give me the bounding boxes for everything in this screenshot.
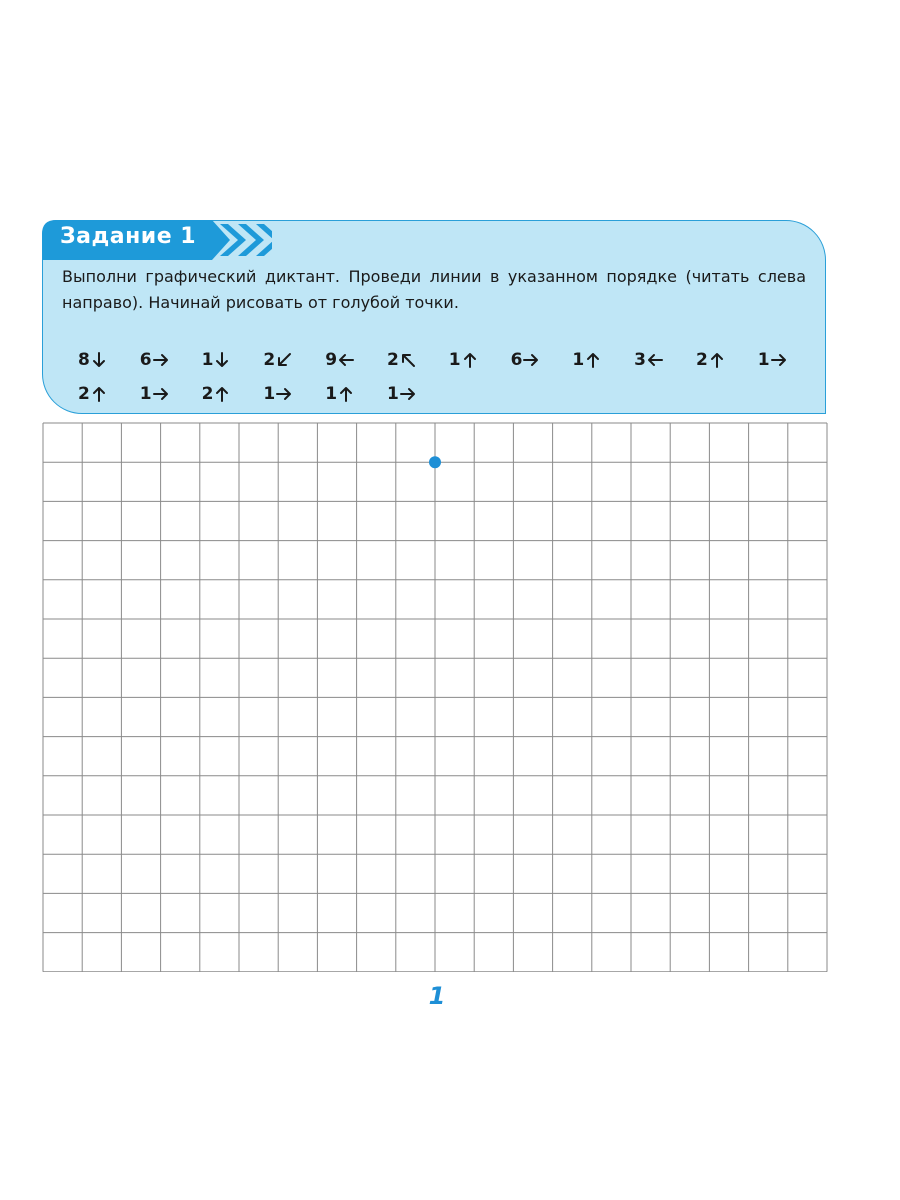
dictation-step <box>449 346 511 374</box>
step-count: 1 <box>201 350 214 370</box>
dictation-step <box>634 346 696 374</box>
dictation-step <box>202 380 264 408</box>
dictation-step <box>78 380 140 408</box>
dictation-step <box>263 380 325 408</box>
step-count: 1 <box>263 384 276 404</box>
step-count: 3 <box>634 350 647 370</box>
dictation-step <box>263 346 325 374</box>
start-dot <box>429 456 441 468</box>
arrow-left-icon <box>338 352 354 368</box>
dictation-step <box>140 380 202 408</box>
arrow-up-icon <box>338 386 354 402</box>
arrow-up-left-icon <box>400 352 416 368</box>
step-count: 1 <box>386 384 399 404</box>
step-count: 2 <box>78 384 90 404</box>
arrow-right-icon <box>400 386 416 402</box>
step-count: 6 <box>139 350 152 370</box>
step-count: 1 <box>139 384 152 404</box>
step-count: 2 <box>201 384 214 404</box>
dictation-step <box>78 346 140 374</box>
task-title: Задание 1 <box>60 224 197 249</box>
dictation-step <box>325 380 387 408</box>
dictation-steps <box>78 346 818 408</box>
drawing-grid <box>42 422 828 976</box>
page-number: 1 <box>428 982 446 1010</box>
arrow-left-icon <box>647 352 663 368</box>
arrow-down-icon <box>91 352 107 368</box>
dictation-step <box>140 346 202 374</box>
arrow-right-icon <box>523 352 539 368</box>
arrow-up-icon <box>462 352 478 368</box>
arrow-right-icon <box>276 386 292 402</box>
arrow-down-icon <box>214 352 230 368</box>
arrow-right-icon <box>153 352 169 368</box>
task-header <box>42 220 270 260</box>
arrow-right-icon <box>771 352 787 368</box>
dictation-step <box>511 346 573 374</box>
step-count: 6 <box>510 350 523 370</box>
grid-canvas <box>42 422 828 972</box>
step-count: 1 <box>448 350 461 370</box>
step-count: 2 <box>695 350 708 370</box>
dictation-step <box>387 346 449 374</box>
dictation-step <box>572 346 634 374</box>
step-count: 2 <box>386 350 399 370</box>
arrow-up-icon <box>91 386 107 402</box>
step-count: 1 <box>572 350 585 370</box>
arrow-right-icon <box>153 386 169 402</box>
step-count: 1 <box>757 350 770 370</box>
step-count: 2 <box>263 350 276 370</box>
dictation-step <box>387 380 449 408</box>
arrow-up-icon <box>585 352 601 368</box>
arrow-down-left-icon <box>276 352 292 368</box>
dictation-step <box>696 346 758 374</box>
dictation-step <box>758 346 820 374</box>
step-count: 1 <box>325 384 338 404</box>
step-count: 9 <box>325 350 338 370</box>
step-count: 8 <box>78 350 90 370</box>
dictation-step <box>202 346 264 374</box>
task-instruction: Выполни графический диктант. Проведи линии в указанном порядке (читать слева направо). Начинай рисовать от голубой точки. <box>62 267 806 312</box>
arrow-up-icon <box>214 386 230 402</box>
dictation-step <box>325 346 387 374</box>
arrow-up-icon <box>709 352 725 368</box>
